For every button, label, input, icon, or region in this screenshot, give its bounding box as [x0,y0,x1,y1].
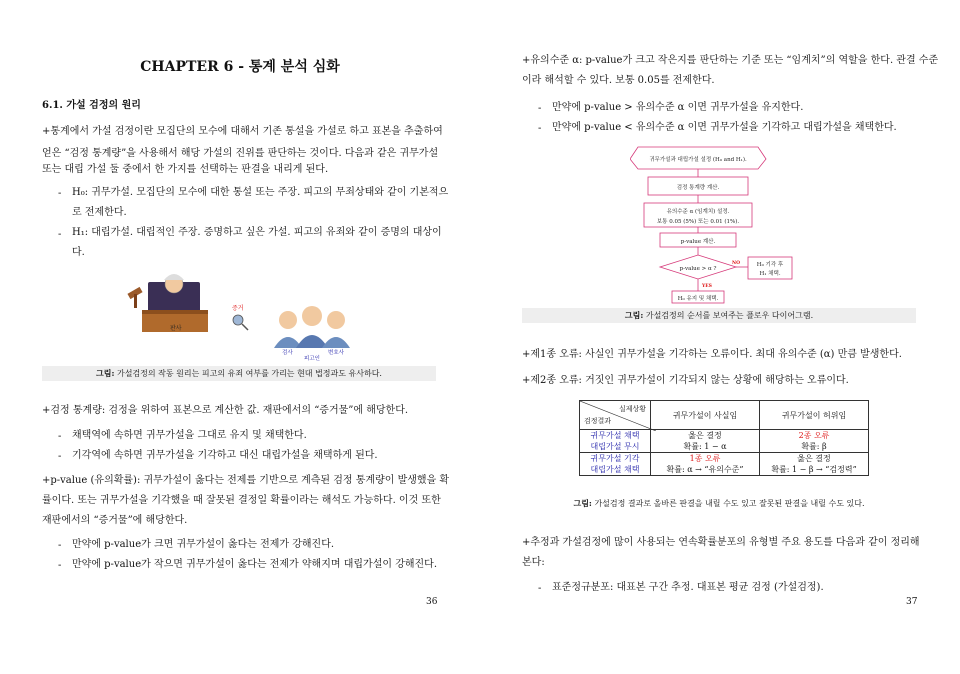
dist-line: 본다: [522,557,545,568]
alpha-line: 이라 해석할 수 있다. 보통 0.05를 전제한다. [522,75,715,86]
svg-text:p-value > α ?: p-value > α ? [679,266,717,272]
bullet-dash: - [538,103,542,114]
bullet-dash: - [58,229,62,240]
dist-line: +추정과 가설검정에 많이 사용되는 연속확률분포의 유형별 주요 용도를 다음과 같이 정리해 [522,537,920,548]
bullet-dash: - [538,583,542,594]
flow-caption: 그림: 가설검정의 순서를 보여주는 플로우 다이어그램. [522,308,916,323]
bullet-dash: - [58,188,62,199]
type1-error: +제1종 오류: 사실인 귀무가설을 기각하는 오류이다. 최대 유의수준 (α) 만큼 발생한다. [522,349,902,360]
row-header: 귀무가설 채택 대립가설 무시 [580,430,651,453]
table-cell: 옳은 결정 확률: 1 − β → “검정력” [760,453,869,476]
intro-line: 얻은 “검정 통계량”을 사용해서 해당 가설의 진위를 판단하는 것이다. 다음과 같은 귀무가설 [42,148,439,159]
alpha-bullet: 만약에 p-value > 유의수준 α 이면 귀무가설을 유지한다. [552,102,804,113]
pvalue-line: 률이다. 또는 귀무가설을 기각했을 때 잘못된 결정일 확률이라는 해석도 가능하다. 이것 또한 [42,495,441,506]
pvalue-bullet: 만약에 p-value가 크면 귀무가설이 옳다는 전제가 강해진다. [72,539,335,550]
svg-text:NO: NO [732,261,741,266]
intro-line: +통계에서 가설 검정이란 모집단의 모수에 대해서 기존 통설을 가설로 하고 표본을 추출하여 [42,126,443,137]
svg-text:유의수준 α (임계치) 설정.: 유의수준 α (임계치) 설정. [666,209,730,215]
type2-error: +제2종 오류: 거짓인 귀무가설이 기각되지 않는 상황에 해당하는 오류이다. [522,375,849,386]
table-cell: 2종 오류 확률: β [760,430,869,453]
dist-bullet: 표준정규분포: 대표본 구간 추정. 대표본 평균 검정 (가설검정). [552,582,824,593]
alpha-line: +유의수준 α: p-value가 크고 작은지를 판단하는 기준 또는 “임계치”의 역할을 한다. 관결 수준 [522,55,939,66]
table-cell: 옳은 결정 확률: 1 − α [651,430,760,453]
lawyer-label: 변호사 [328,350,344,356]
svg-text:H₁ 채택.: H₁ 채택. [759,271,781,277]
figure-caption: 그림: 가설검정의 작동 원리는 피고의 유죄 여부를 가리는 현대 법정과도 유사하다. [42,366,436,381]
magnifier-icon [233,315,248,330]
stat-bullet: 기각역에 속하면 귀무가설을 기각하고 대신 대립가설을 채택하게 된다. [72,450,378,461]
row-header: 귀무가설 기각 대립가설 채택 [580,453,651,476]
svg-text:YES: YES [702,284,712,289]
judge-label: 판사 [170,325,182,332]
bullet-dash: - [58,431,62,442]
bullet-dash: - [538,123,542,134]
h1-line: 다. [72,247,85,258]
col-header: 귀무가설이 허위임 [760,401,869,430]
judge-icon [127,274,208,332]
bullet-dash: - [58,560,62,571]
evidence-label: 증거 [232,305,244,312]
alpha-bullet: 만약에 p-value < 유의수준 α 이면 귀무가설을 기각하고 대립가설을 채택한다. [552,122,897,133]
svg-text:검정 통계량 계산.: 검정 통계량 계산. [676,185,720,191]
bullet-dash: - [58,540,62,551]
stat-bullet: 채택역에 속하면 귀무가설을 그대로 유지 및 채택한다. [72,430,307,441]
intro-line: 또는 대립 가설 둘 중에서 한 가지를 선택하는 판결을 내리게 된다. [42,164,329,175]
section-heading: 6.1. 가설 검정의 원리 [42,100,141,111]
svg-text:보통 0.05 (5%) 또는 0.01 (1%).: 보통 0.05 (5%) 또는 0.01 (1%). [656,219,740,225]
prosecutor-label: 검사 [282,350,293,356]
courtroom-illustration [120,270,360,370]
page-number: 36 [426,597,438,607]
h0-line: 로 전제한다. [72,207,127,218]
people-icon [274,306,350,348]
stat-line: +검정 통계량: 검정을 위하여 표본으로 계산한 값. 재판에서의 “증거물”에 해당한다. [42,405,409,416]
table-cell: 1종 오류 확률: α → “유의수준” [651,453,760,476]
error-table: 실제상황 검정결과 귀무가설이 사실임 귀무가설이 허위임 귀무가설 채택 대립가설 무시 옳은 결정 확률: 1 − α 2종 오류 확률: β 귀무가설 기각 대립가설 채택 1종 오류 확률: α → “유의수준” 옳은 결정 확률: 1 − β → “검정력” [579,400,869,476]
svg-text:귀무가설과 대립가설 설정 (H₀ and H₁).: 귀무가설과 대립가설 설정 (H₀ and H₁). [649,157,747,163]
col-header: 귀무가설이 사실임 [651,401,760,430]
pvalue-line: 재판에서의 “증거물”에 해당한다. [42,515,188,526]
pvalue-bullet: 만약에 p-value가 작으면 귀무가설이 옳다는 전제가 약해지며 대립가설이 강해진다. [72,559,438,570]
defendant-label: 피고인 [304,356,320,362]
bullet-dash: - [58,451,62,462]
chapter-title: CHAPTER 6 - 통계 분석 심화 [140,59,340,75]
table-caption: 그림: 가설검정 결과로 올바른 판결을 내릴 수도 있고 잘못된 판결을 내릴 수도 있다. [522,496,916,511]
svg-text:H₀ 기각 후: H₀ 기각 후 [756,262,784,268]
hypothesis-flowchart [630,145,810,305]
pvalue-line: +p-value (유의확률): 귀무가설이 옳다는 전제를 기반으로 계측된 검정 통계량이 발생했을 확 [42,475,450,486]
page-number: 37 [906,597,918,607]
svg-text:p-value 계산.: p-value 계산. [680,239,716,245]
svg-text:H₀ 유지 및 채택.: H₀ 유지 및 채택. [677,296,719,302]
right-page [480,0,960,674]
h0-line: H₀: 귀무가설. 모집단의 모수에 대한 통설 또는 주장. 피고의 무죄상태와 같이 기본적으 [72,187,449,198]
h1-line: H₁: 대립가설. 대립적인 주장. 증명하고 싶은 가설. 피고의 유죄와 같이 증명의 대상이 [72,227,442,238]
